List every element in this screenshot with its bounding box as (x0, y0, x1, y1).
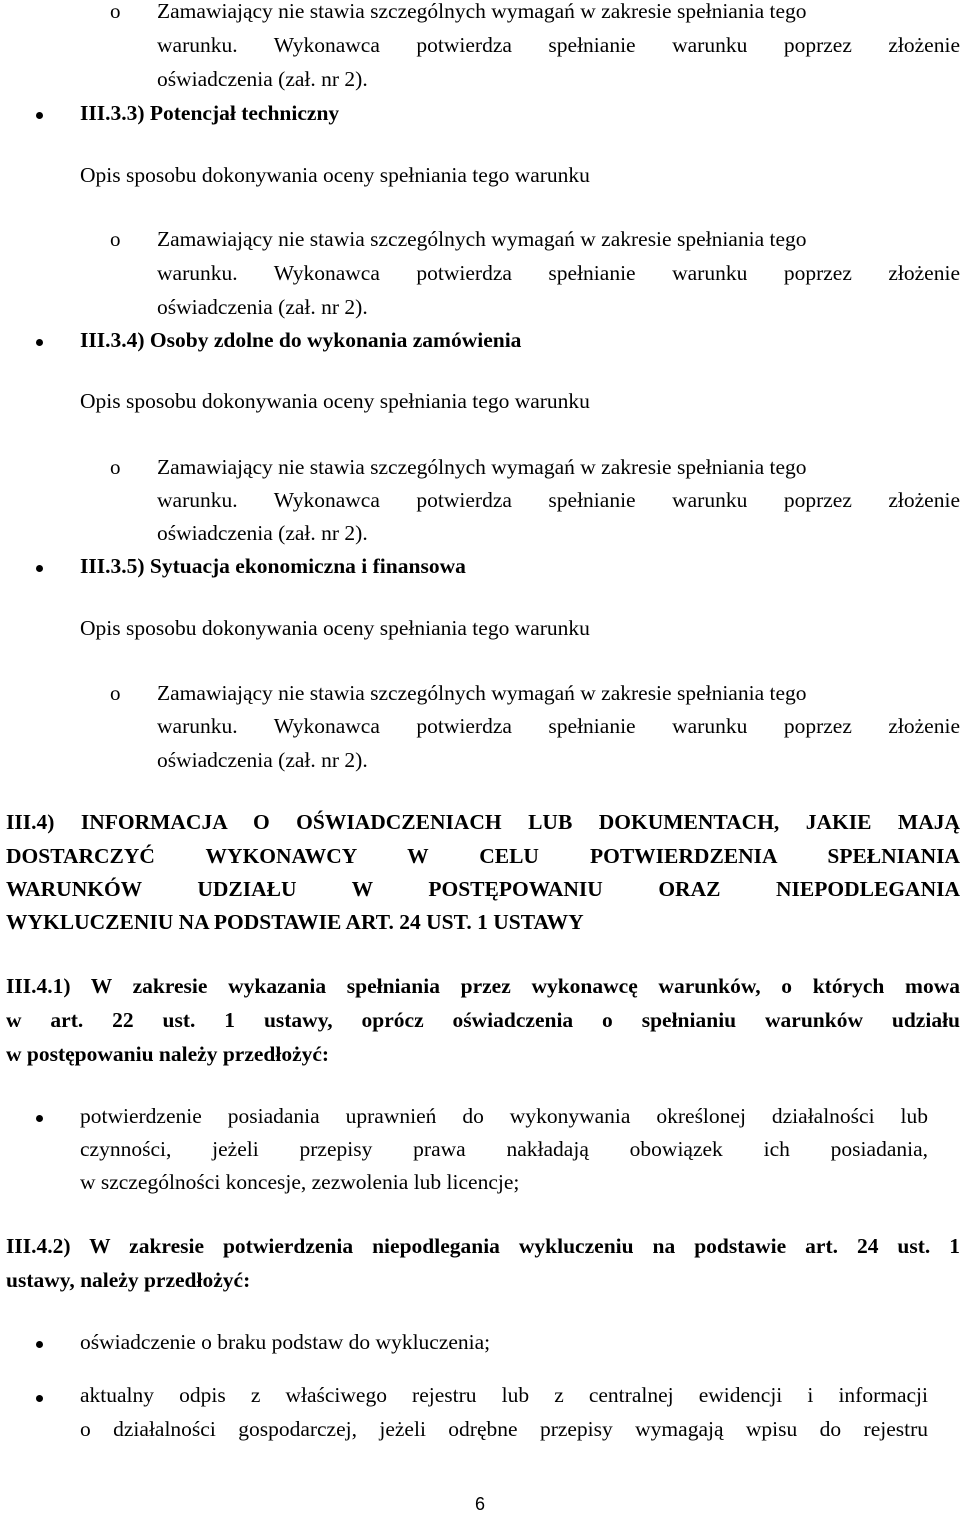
bullet-dot (36, 1341, 43, 1348)
list-item-text: potwierdzenie posiadania uprawnień do wykonywania określonej działalności lub (80, 1104, 928, 1128)
bullet-dot (36, 112, 43, 119)
list-marker-o: o (110, 227, 121, 251)
requirement-text-line: warunku. Wykonawca potwierdza spełnianie warunku poprzez złożenie (157, 261, 960, 285)
section-heading-iii41: w art. 22 ust. 1 ustawy, oprócz oświadczenia o spełnianiu warunków udziału (6, 1008, 960, 1032)
requirement-text-line: Zamawiający nie stawia szczególnych wymagań w zakresie spełniania tego (157, 455, 807, 479)
list-item-text: w szczególności koncesje, zezwolenia lub licencje; (80, 1170, 520, 1194)
bullet-dot (36, 1395, 43, 1402)
section-heading-iii4: WARUNKÓW UDZIAŁU W POSTĘPOWANIU ORAZ NIEPODLEGANIA (6, 877, 960, 901)
bullet-dot (36, 1115, 43, 1122)
assessment-description: Opis sposobu dokonywania oceny spełniania tego warunku (80, 163, 590, 187)
section-heading-iii4: WYKLUCZENIU NA PODSTAWIE ART. 24 UST. 1 USTAWY (6, 910, 584, 934)
list-marker-o: o (110, 681, 121, 705)
section-heading-iii41: III.4.1) W zakresie wykazania spełniania przez wykonawcę warunków, o których mowa (6, 974, 960, 998)
list-marker-o: o (110, 0, 121, 23)
list-item-text: oświadczenie o braku podstaw do wykluczenia; (80, 1330, 491, 1354)
section-heading-iii42: III.4.2) W zakresie potwierdzenia niepodlegania wykluczeniu na podstawie art. 24 ust. 1 (6, 1234, 960, 1258)
requirement-text-line: oświadczenia (zał. nr 2). (157, 67, 368, 91)
section-heading-iii4: III.4) INFORMACJA O OŚWIADCZENIACH LUB DOKUMENTACH, JAKIE MAJĄ (6, 810, 960, 834)
list-item-text: aktualny odpis z właściwego rejestru lub z centralnej ewidencji i informacji (80, 1383, 928, 1407)
requirement-text-line: warunku. Wykonawca potwierdza spełnianie warunku poprzez złożenie (157, 488, 960, 512)
requirement-text-line: oświadczenia (zał. nr 2). (157, 748, 368, 772)
list-marker-o: o (110, 455, 121, 479)
section-heading: III.3.3) Potencjał techniczny (80, 101, 340, 125)
assessment-description: Opis sposobu dokonywania oceny spełniania tego warunku (80, 389, 590, 413)
section-heading-iii42: ustawy, należy przedłożyć: (6, 1268, 251, 1292)
requirement-text-line: Zamawiający nie stawia szczególnych wymagań w zakresie spełniania tego (157, 227, 807, 251)
bullet-dot (36, 565, 43, 572)
requirement-text-line: warunku. Wykonawca potwierdza spełnianie warunku poprzez złożenie (157, 33, 960, 57)
section-heading-iii41: w postępowaniu należy przedłożyć: (6, 1042, 330, 1066)
section-heading: III.3.4) Osoby zdolne do wykonania zamówienia (80, 328, 522, 352)
requirement-text-line: warunku. Wykonawca potwierdza spełnianie warunku poprzez złożenie (157, 714, 960, 738)
section-heading-iii4: DOSTARCZYĆ WYKONAWCY W CELU POTWIERDZENIA SPEŁNIANIA (6, 844, 960, 868)
page-number: 6 (475, 1494, 486, 1514)
list-item-text: czynności, jeżeli przepisy prawa nakładają obowiązek ich posiadania, (80, 1137, 928, 1161)
list-item-text: o działalności gospodarczej, jeżeli odrębne przepisy wymagają wpisu do rejestru (80, 1417, 928, 1441)
assessment-description: Opis sposobu dokonywania oceny spełniania tego warunku (80, 616, 590, 640)
requirement-text-line: oświadczenia (zał. nr 2). (157, 295, 368, 319)
requirement-text-line: Zamawiający nie stawia szczególnych wymagań w zakresie spełniania tego (157, 0, 807, 23)
requirement-text-line: Zamawiający nie stawia szczególnych wymagań w zakresie spełniania tego (157, 681, 807, 705)
requirement-text-line: oświadczenia (zał. nr 2). (157, 521, 368, 545)
section-heading: III.3.5) Sytuacja ekonomiczna i finansowa (80, 554, 466, 578)
bullet-dot (36, 339, 43, 346)
